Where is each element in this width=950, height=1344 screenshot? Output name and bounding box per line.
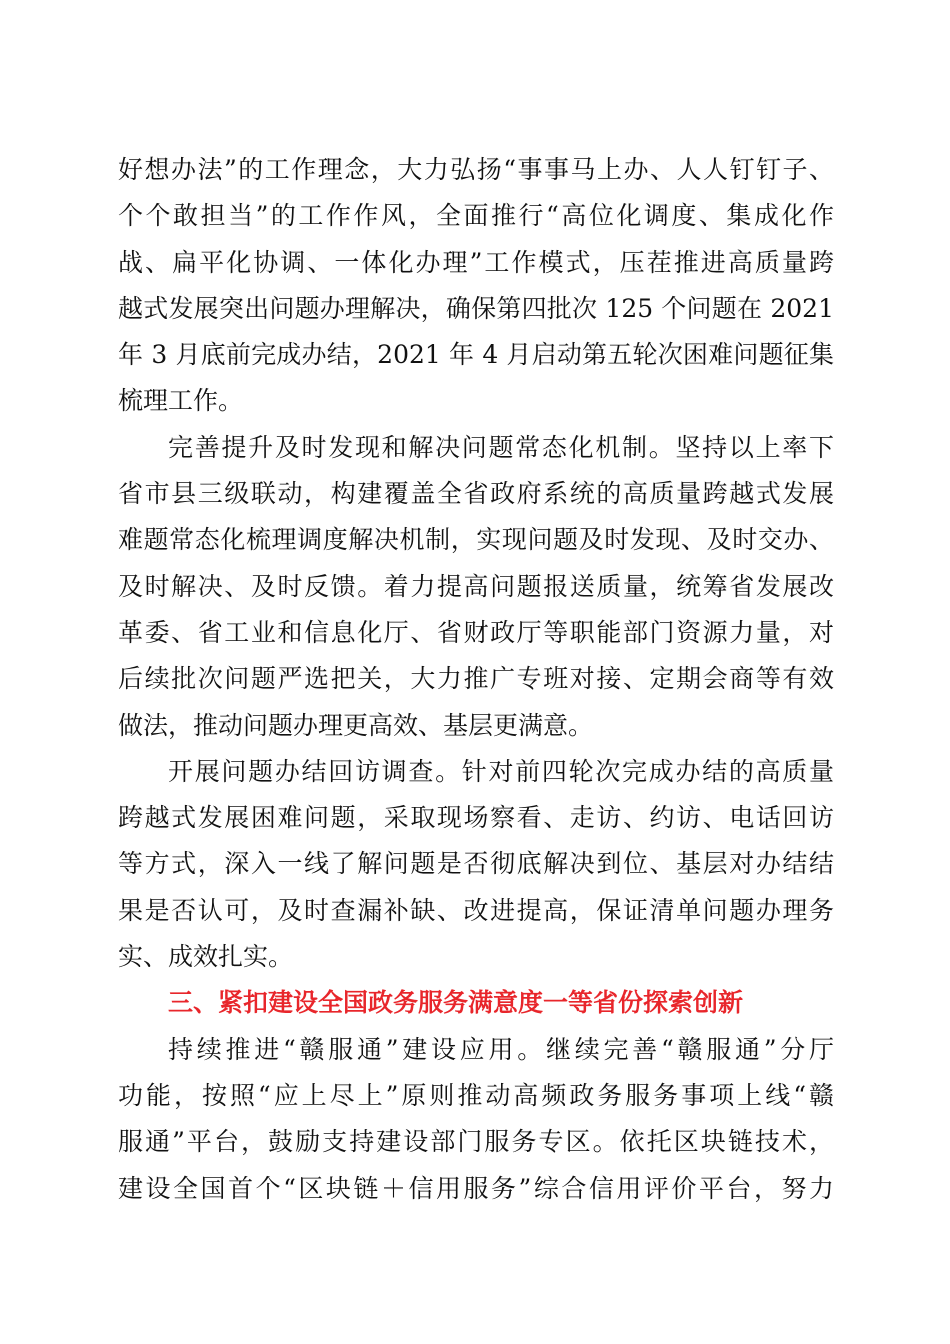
text-line: 年 3 月底前完成办结，2021 年 4 月启动第五轮次困难问题征集 <box>118 340 834 370</box>
text-line: 实、成效扎实。 <box>118 942 294 972</box>
text-line: 革委、省工业和信息化厅、省财政厅等职能部门资源力量，对 <box>118 617 834 647</box>
text-line: 功能，按照“应上尽上”原则推动高频政务服务事项上线“赣 <box>118 1080 834 1110</box>
text-line: 做法，推动问题办理更高效、基层更满意。 <box>118 710 594 740</box>
section-heading: 三、紧扣建设全国政务服务满意度一等省份探索创新 <box>168 988 744 1018</box>
text-line: 战、扁平化协调、一体化办理”工作模式，压茬推进高质量跨 <box>118 247 834 277</box>
text-line: 跨越式发展困难问题，采取现场察看、走访、约访、电话回访 <box>118 803 834 833</box>
text-line: 及时解决、及时反馈。着力提高问题报送质量，统筹省发展改 <box>118 571 834 601</box>
text-line: 等方式，深入一线了解问题是否彻底解决到位、基层对办结结 <box>118 849 834 879</box>
text-line: 服通”平台，鼓励支持建设部门服务专区。依托区块链技术， <box>118 1127 834 1157</box>
paragraph-start-line: 开展问题办结回访调查。针对前四轮次完成办结的高质量 <box>168 756 834 786</box>
text-line: 果是否认可，及时查漏补缺、改进提高，保证清单问题办理务 <box>118 895 834 925</box>
text-line: 越式发展突出问题办理解决，确保第四批次 125 个问题在 2021 <box>118 293 834 323</box>
text-line: 梳理工作。 <box>118 386 244 416</box>
text-line: 难题常态化梳理调度解决机制，实现问题及时发现、及时交办、 <box>118 525 834 555</box>
text-line: 好想办法”的工作理念，大力弘扬“事事马上办、人人钉钉子、 <box>118 155 834 184</box>
paragraph-start-line: 完善提升及时发现和解决问题常态化机制。坚持以上率下 <box>168 432 834 462</box>
paragraph-start-line: 持续推进“赣服通”建设应用。继续完善“赣服通”分厅 <box>168 1034 834 1064</box>
text-line: 个个敢担当”的工作作风，全面推行“高位化调度、集成化作 <box>118 201 834 231</box>
document-body <box>118 147 834 1212</box>
text-line: 省市县三级联动，构建覆盖全省政府系统的高质量跨越式发展 <box>118 479 834 509</box>
text-line: 建设全国首个“区块链＋信用服务”综合信用评价平台，努力 <box>118 1173 834 1203</box>
text-line: 后续批次问题严选把关，大力推广专班对接、定期会商等有效 <box>118 664 834 694</box>
